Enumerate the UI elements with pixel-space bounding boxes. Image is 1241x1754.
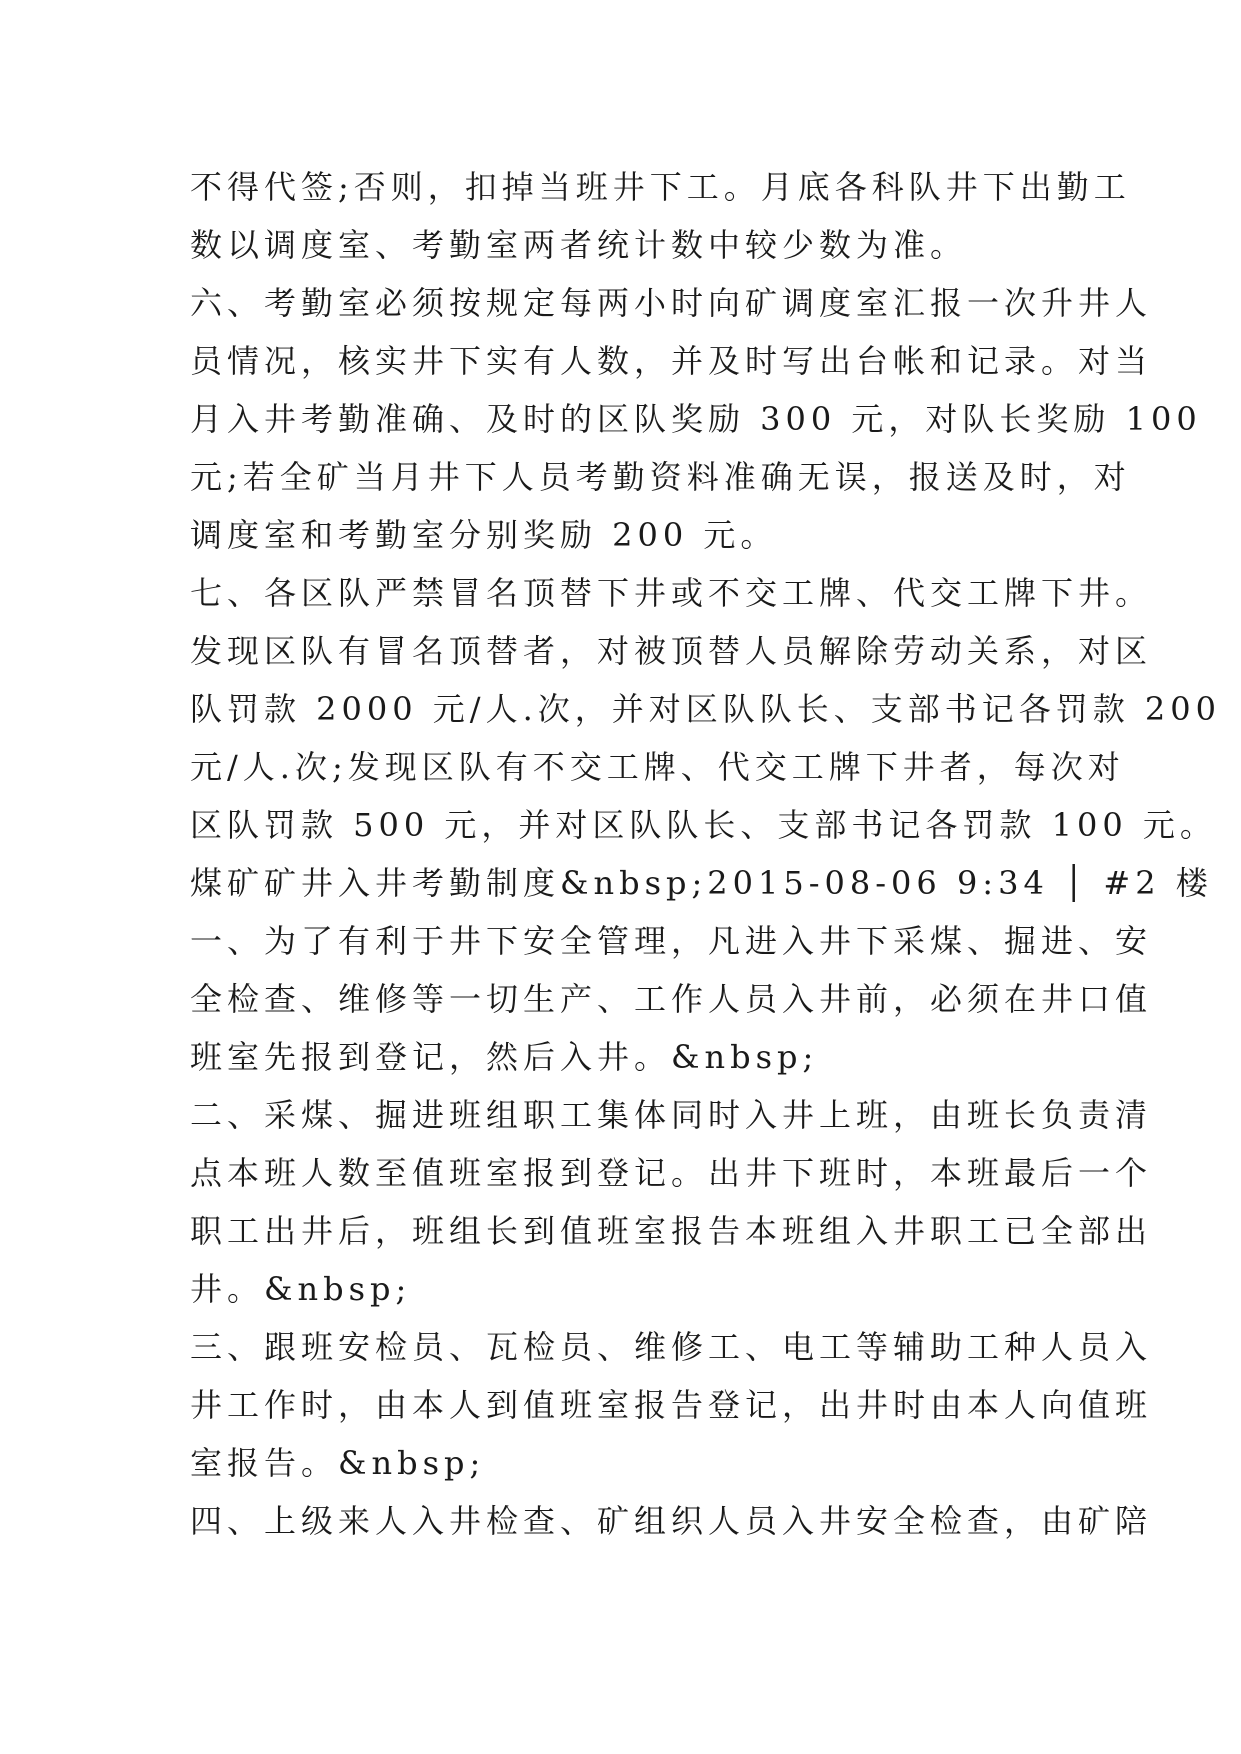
text-line: 不得代签;否则，扣掉当班井下工。月底各科队井下出勤工: [190, 168, 1131, 206]
text-line: 二、采煤、掘进班组职工集体同时入井上班，由班长负责清: [190, 1096, 1153, 1134]
text-line: 区队罚款 500 元，并对区队队长、支部书记各罚款 100 元。: [190, 806, 1217, 844]
text-line: 全检查、维修等一切生产、工作人员入井前，必须在井口值: [190, 980, 1153, 1018]
text-line: 一、为了有利于井下安全管理，凡进入井下采煤、掘进、安: [190, 922, 1153, 960]
text-line: 元/人.次;发现区队有不交工牌、代交工牌下井者，每次对: [190, 748, 1125, 786]
text-line: 职工出井后，班组长到值班室报告本班组入井职工已全部出: [190, 1212, 1153, 1250]
text-line: 元;若全矿当月井下人员考勤资料准确无误，报送及时，对: [190, 458, 1131, 496]
text-line: 队罚款 2000 元/人.次，并对区队队长、支部书记各罚款 200: [190, 690, 1221, 728]
post-header-line: 煤矿矿井入井考勤制度&nbsp;2015-08-06 9:34 │ #2 楼: [190, 864, 1213, 902]
document-body: [190, 158, 1221, 1550]
text-line: 井工作时，由本人到值班室报告登记，出井时由本人向值班: [190, 1386, 1153, 1424]
text-line: 数以调度室、考勤室两者统计数中较少数为准。: [190, 226, 968, 264]
text-line: 班室先报到登记，然后入井。&nbsp;: [190, 1038, 819, 1076]
text-line: 七、各区队严禁冒名顶替下井或不交工牌、代交工牌下井。: [190, 574, 1153, 612]
text-line: 井。&nbsp;: [190, 1270, 412, 1308]
text-line: 员情况，核实井下实有人数，并及时写出台帐和记录。对当: [190, 342, 1153, 380]
text-line: 月入井考勤准确、及时的区队奖励 300 元，对队长奖励 100: [190, 400, 1202, 438]
text-line: 点本班人数至值班室报到登记。出井下班时，本班最后一个: [190, 1154, 1153, 1192]
text-line: 六、考勤室必须按规定每两小时向矿调度室汇报一次升井人: [190, 284, 1153, 322]
text-line: 调度室和考勤室分别奖励 200 元。: [190, 516, 778, 554]
text-line: 三、跟班安检员、瓦检员、维修工、电工等辅助工种人员入: [190, 1328, 1153, 1366]
text-line: 发现区队有冒名顶替者，对被顶替人员解除劳动关系，对区: [190, 632, 1153, 670]
text-line: 四、上级来人入井检查、矿组织人员入井安全检查，由矿陪: [190, 1502, 1153, 1540]
text-line: 室报告。&nbsp;: [190, 1444, 486, 1482]
